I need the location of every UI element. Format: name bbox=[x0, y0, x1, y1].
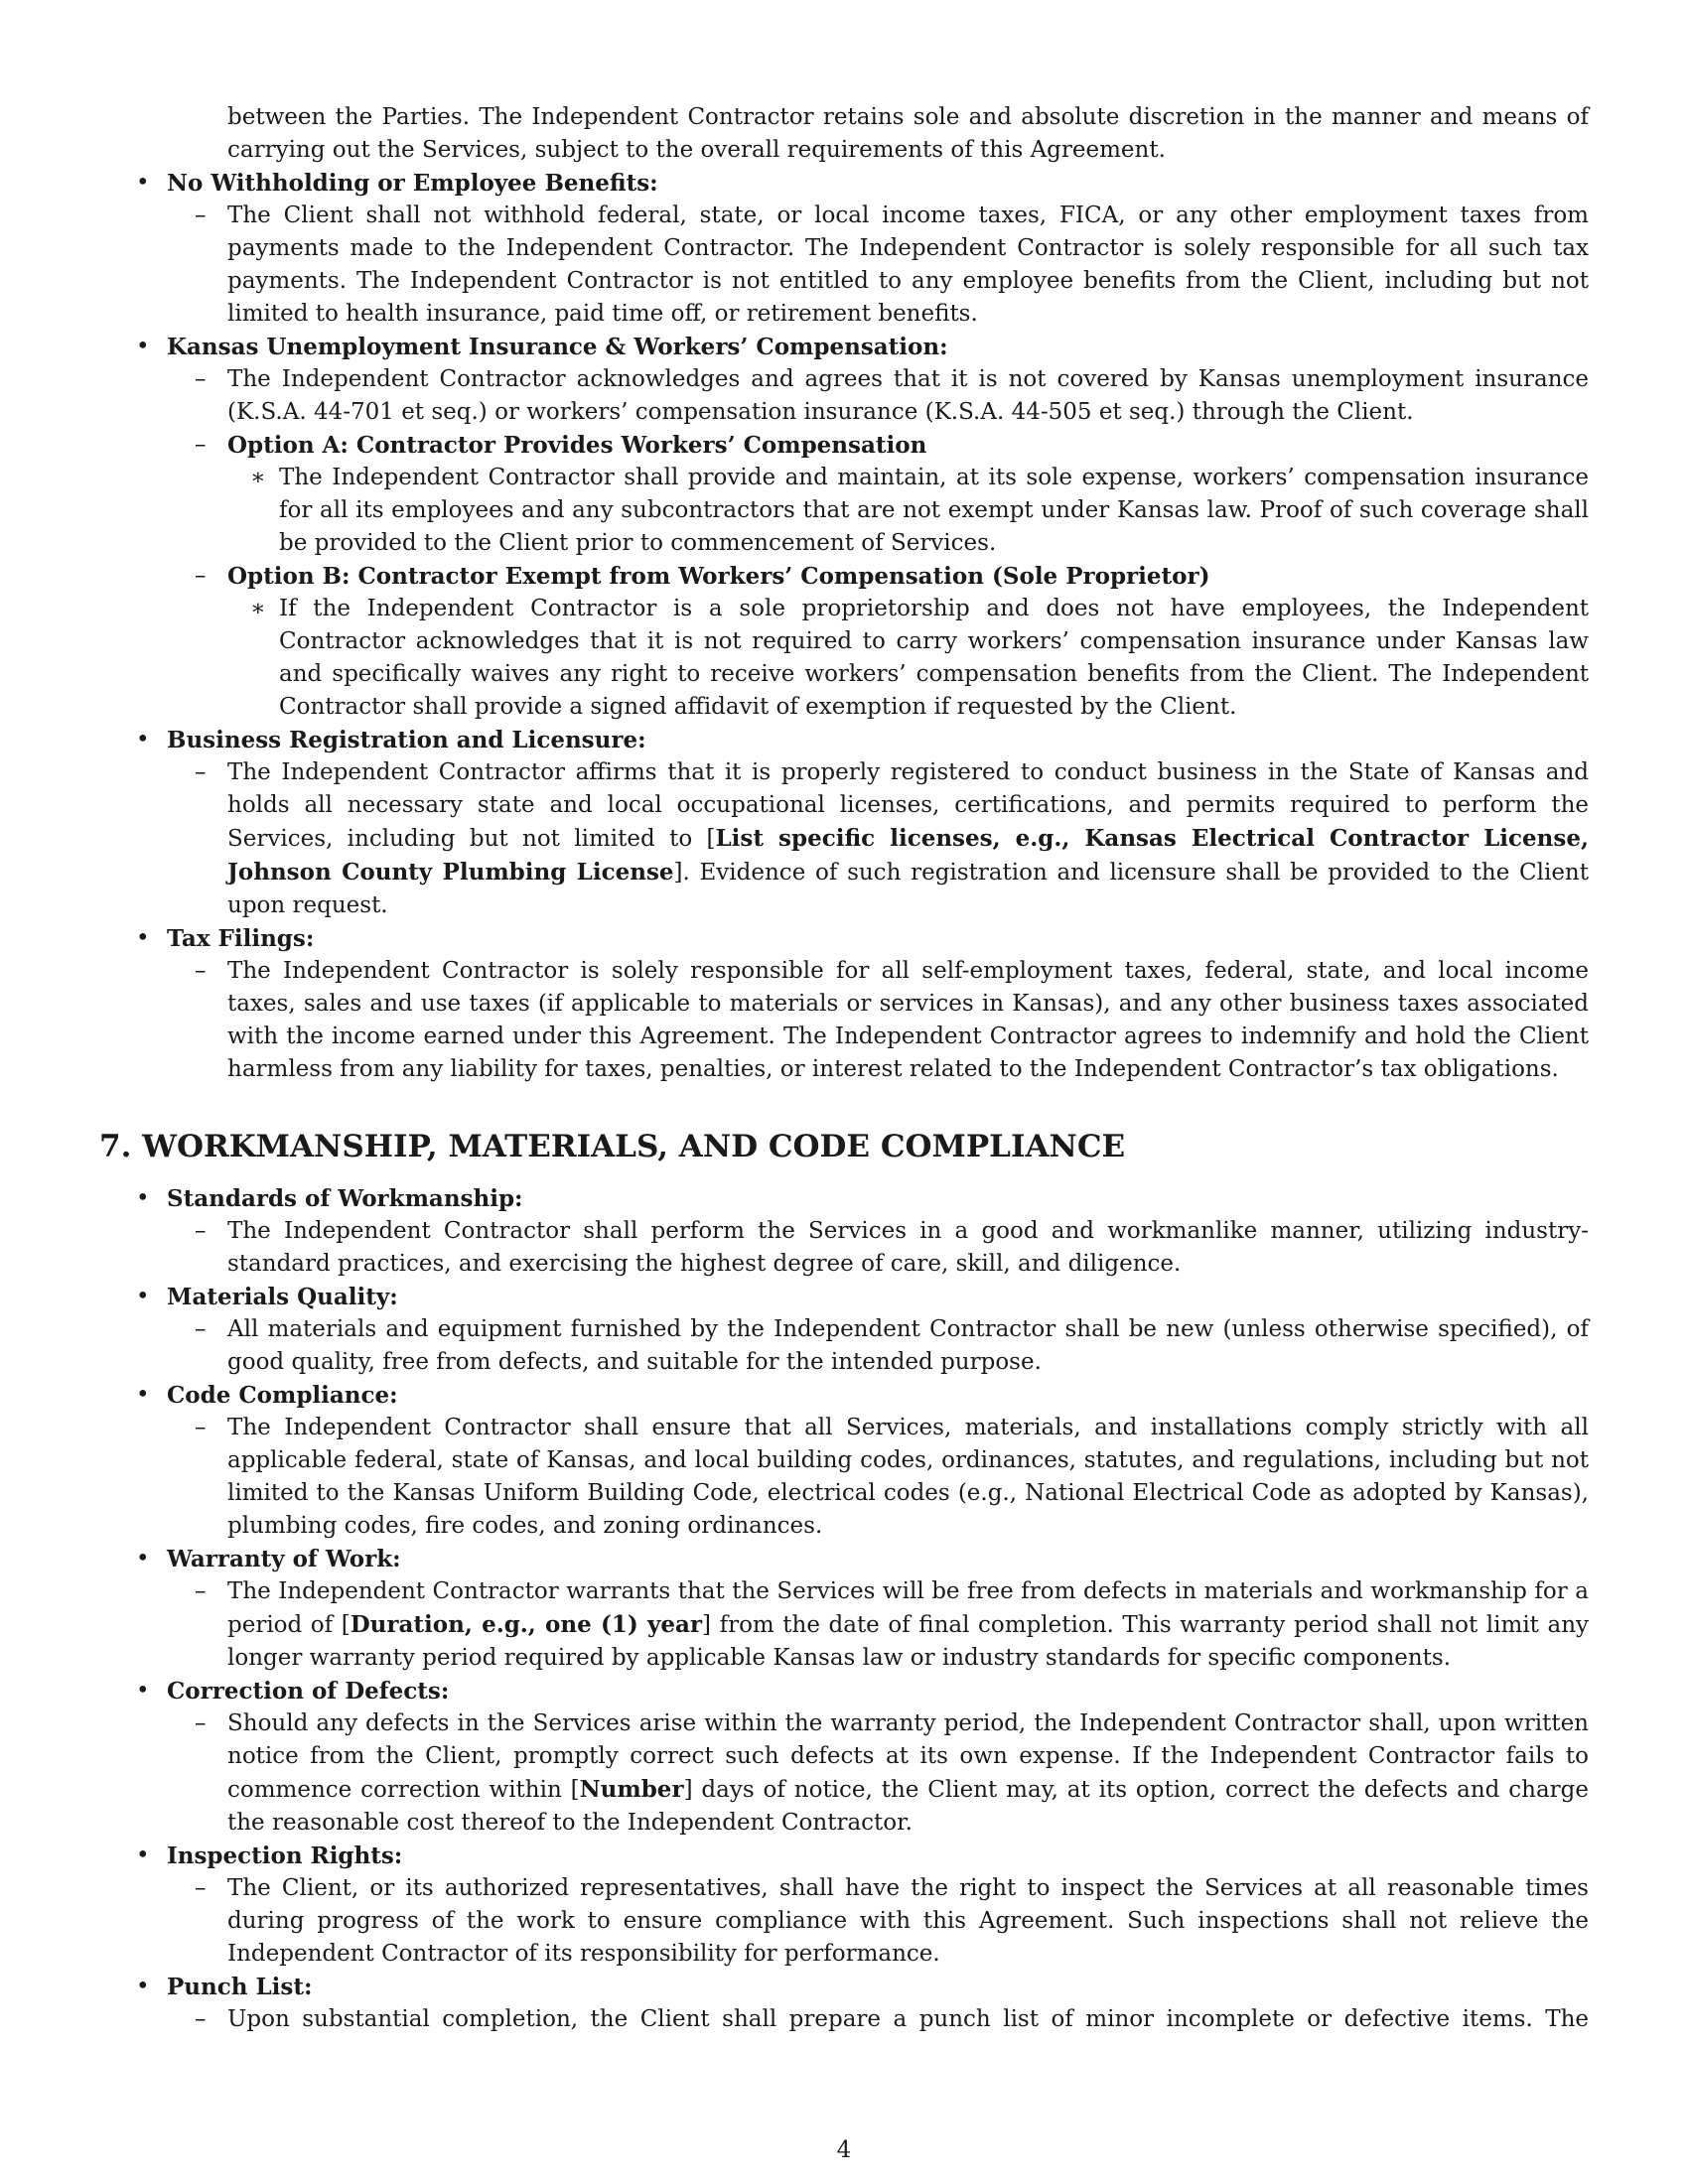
sub-item bbox=[99, 1707, 1589, 1840]
list-item-code-compliance bbox=[99, 1379, 1589, 1412]
option-text: The Independent Contractor shall provide and maintain, at its sole expense, workers’ compensation insurance for all its employees and any subcontractors that are not exempt under Kansas law. Proof of such coverage shall be provided to the Client prior to commencement of Services. bbox=[279, 465, 1589, 556]
item-text bbox=[227, 1707, 1589, 1840]
text-part: The Independent Contractor affirms that it is properly registered to conduct business in the State of Kansas and holds all necessary state and local occupational licenses, certifications, and permits required to perform the Services, including but not limited to [ bbox=[227, 759, 1589, 852]
item-text bbox=[227, 756, 1589, 922]
bullet-marker: • bbox=[136, 1546, 150, 1571]
page-content bbox=[99, 101, 1589, 2036]
item-text: The Independent Contractor is solely responsible for all self-employment taxes, federal, state, and local income taxes, sales and use taxes (if applicable to materials or services in Kansas), and any other business taxes associated with the income earned under this Agreement. The Independent Contractor agrees to indemnify and hold the Client harmless from any liability for taxes, penalties, or interest related to the Independent Contractor’s tax obligations. bbox=[227, 958, 1589, 1082]
list-item-correction-of-defects bbox=[99, 1675, 1589, 1707]
sub-item bbox=[99, 756, 1589, 922]
sub-item bbox=[99, 1575, 1589, 1675]
section-7-title: 7. WORKMANSHIP, MATERIALS, AND CODE COMPLIANCE bbox=[99, 1129, 1126, 1164]
dash-marker: – bbox=[195, 2006, 207, 2032]
item-heading: Inspection Rights: bbox=[167, 1843, 403, 1869]
text-part: ]. Evidence of such registration and licensure shall be provided to the Client upon request. bbox=[227, 860, 1589, 918]
item-text bbox=[227, 1575, 1589, 1675]
placeholder-duration: Duration, e.g., one (1) year bbox=[350, 1611, 703, 1638]
item-text: The Independent Contractor shall ensure that all Services, materials, and installations comply strictly with all applicable federal, state of Kansas, and local building codes, ordinances, statutes, and regulations, including but not limited to the Kansas Uniform Building Code, electrical codes (e.g., National Electrical Code as adopted by Kansas), plumbing codes, fire codes, and zoning ordinances. bbox=[227, 1415, 1589, 1539]
bullet-marker: • bbox=[136, 334, 150, 359]
dash-marker: – bbox=[195, 1578, 207, 1604]
list-item-warranty-of-work bbox=[99, 1543, 1589, 1575]
item-heading: Kansas Unemployment Insurance & Workers’ Compensation: bbox=[167, 334, 948, 360]
bullet-marker: • bbox=[136, 1843, 150, 1868]
bullet-marker: • bbox=[136, 1382, 150, 1408]
item-text: The Client, or its authorized representatives, shall have the right to inspect the Services at all reasonable times during progress of the work to ensure compliance with this Agreement. Such inspections shall not relieve the Independent Contractor of its responsibility for performance. bbox=[227, 1875, 1589, 1967]
list-item-inspection-rights bbox=[99, 1840, 1589, 1872]
sub-item bbox=[99, 1412, 1589, 1543]
text-part: ] from the date of final completion. This warranty period shall not limit any longer warranty period required by applicable Kansas law or industry standards for specific components. bbox=[227, 1612, 1589, 1671]
item-heading: Warranty of Work: bbox=[167, 1546, 401, 1572]
dash-marker: – bbox=[195, 1218, 207, 1244]
item-text: All materials and equipment furnished by the Independent Contractor shall be new (unless otherwise specified), of good quality, free from defects, and suitable for the intended purpose. bbox=[227, 1316, 1589, 1375]
list-item-materials-quality bbox=[99, 1281, 1589, 1313]
text-part: ] days of notice, the Client may, at its option, correct the defects and charge the reasonable cost thereof to the Independent Contractor. bbox=[227, 1777, 1589, 1836]
item-text: The Client shall not withhold federal, state, or local income taxes, FICA, or any other employment taxes from payments made to the Independent Contractor. The Independent Contractor is solely responsible for all such tax payments. The Independent Contractor is not entitled to any employee benefits from the Client, including but not limited to health insurance, paid time off, or retirement benefits. bbox=[227, 203, 1589, 327]
bullet-marker: • bbox=[136, 1284, 150, 1309]
list-item-kansas-unemployment bbox=[99, 331, 1589, 363]
sub-item bbox=[99, 363, 1589, 429]
bullet-marker: • bbox=[136, 1678, 150, 1704]
section7-list bbox=[99, 1182, 1589, 2036]
list-item-standards-of-workmanship bbox=[99, 1182, 1589, 1215]
dash-marker: – bbox=[195, 563, 207, 589]
dash-marker: – bbox=[195, 366, 207, 392]
dash-marker: – bbox=[195, 1316, 207, 1342]
sub-sub-item bbox=[99, 593, 1589, 724]
star-marker: ∗ bbox=[250, 596, 266, 621]
dash-marker: – bbox=[195, 1875, 207, 1901]
page-number: 4 bbox=[836, 2137, 852, 2163]
item-heading: Tax Filings: bbox=[167, 925, 315, 952]
star-marker: ∗ bbox=[250, 465, 266, 490]
list-item-tax-filings bbox=[99, 922, 1589, 955]
text-part: Should any defects in the Services arise within the warranty period, the Independent Contractor shall, upon written notice from the Client, promptly correct such defects at its own expense. If the Independent Contractor fails to commence correction within [ bbox=[227, 1710, 1589, 1803]
item-heading: Materials Quality: bbox=[167, 1284, 398, 1310]
item-heading: Correction of Defects: bbox=[167, 1678, 450, 1705]
dash-marker: – bbox=[195, 203, 207, 228]
sub-sub-item bbox=[99, 462, 1589, 560]
item-heading: Code Compliance: bbox=[167, 1382, 398, 1409]
sub-item bbox=[99, 1872, 1589, 1971]
list-item-punch-list bbox=[99, 1971, 1589, 2003]
placeholder-licenses: List specific licenses, e.g., Kansas Electrical Contractor License, Johnson County Plumbing License bbox=[227, 825, 1589, 886]
item-heading: Standards of Workmanship: bbox=[167, 1185, 523, 1212]
bullet-marker: • bbox=[136, 170, 150, 196]
dash-marker: – bbox=[195, 1710, 207, 1736]
option-text: If the Independent Contractor is a sole proprietorship and does not have employees, the Independent Contractor acknowledges that it is not required to carry workers’ compensation insurance under Kansas law and specifically waives any right to receive workers’ compensation benefits from the Client. The Independent Contractor shall provide a signed affidavit of exemption if requested by the Client. bbox=[279, 596, 1589, 720]
sub-item bbox=[99, 955, 1589, 1086]
sub-item-option-b bbox=[99, 560, 1589, 593]
item-text: Upon substantial completion, the Client shall prepare a punch list of minor incomplete or defective items. The bbox=[227, 2006, 1589, 2032]
list-item-no-withholding bbox=[99, 167, 1589, 200]
dash-marker: – bbox=[195, 958, 207, 984]
placeholder-number: Number bbox=[579, 1776, 684, 1803]
dash-marker: – bbox=[195, 1415, 207, 1440]
item-heading: No Withholding or Employee Benefits: bbox=[167, 170, 658, 197]
sub-item-option-a bbox=[99, 429, 1589, 462]
bullet-marker: • bbox=[136, 925, 150, 951]
intro-continuation: between the Parties. The Independent Contractor retains sole and absolute discretion in the manner and means of carrying out the Services, subject to the overall requirements of this Agreement. bbox=[227, 104, 1589, 163]
bullet-marker: • bbox=[136, 727, 150, 752]
sub-item bbox=[99, 1313, 1589, 1379]
text-part: The Independent Contractor warrants that the Services will be free from defects in materials and workmanship for a period of [ bbox=[227, 1578, 1589, 1638]
item-text: The Independent Contractor acknowledges and agrees that it is not covered by Kansas unemployment insurance (K.S.A. 44-701 et seq.) or workers’ compensation insurance (K.S.A. 44-505 et seq.) through the Client. bbox=[227, 366, 1589, 425]
option-heading: Option B: Contractor Exempt from Workers’ Compensation (Sole Proprietor) bbox=[227, 563, 1210, 590]
dash-marker: – bbox=[195, 759, 207, 785]
section6-list bbox=[99, 167, 1589, 1086]
list-item-business-registration bbox=[99, 724, 1589, 756]
option-heading: Option A: Contractor Provides Workers’ Compensation bbox=[227, 432, 927, 459]
item-heading: Business Registration and Licensure: bbox=[167, 727, 646, 753]
dash-marker: – bbox=[195, 432, 207, 458]
sub-item bbox=[99, 1215, 1589, 1281]
bullet-marker: • bbox=[136, 1185, 150, 1211]
bullet-marker: • bbox=[136, 1974, 150, 1999]
item-heading: Punch List: bbox=[167, 1974, 313, 2000]
sub-item bbox=[99, 2003, 1589, 2036]
item-text: The Independent Contractor shall perform the Services in a good and workmanlike manner, utilizing industry-standard practices, and exercising the highest degree of care, skill, and diligence. bbox=[227, 1218, 1589, 1277]
sub-item bbox=[99, 200, 1589, 331]
